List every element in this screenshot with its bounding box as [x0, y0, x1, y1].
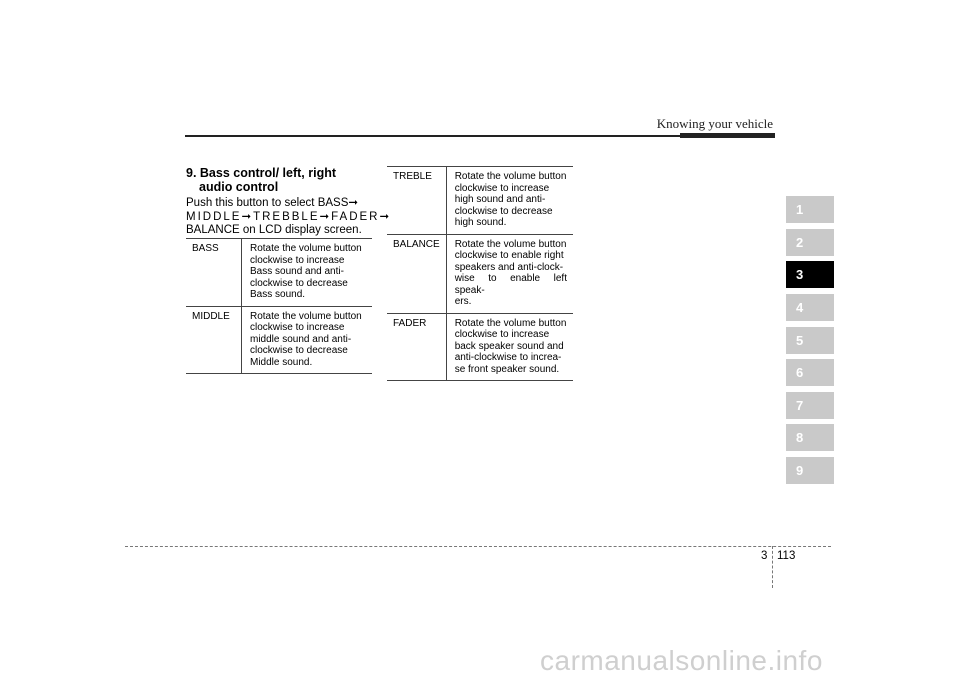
- control-term: TREBLE: [387, 167, 446, 235]
- chapter-tab-5[interactable]: 5: [786, 327, 834, 354]
- table-row: [387, 167, 573, 235]
- control-term: MIDDLE: [186, 306, 242, 374]
- controls-table-left: [186, 238, 372, 374]
- control-description: Rotate the volume button clockwise to increase high sound and anti- clockwise to decrease high sound.: [446, 167, 573, 235]
- control-description: Rotate the volume button clockwise to increase middle sound and anti- clockwise to decrease Middle sound.: [242, 306, 373, 374]
- chapter-tab-4[interactable]: 4: [786, 294, 834, 321]
- control-description: Rotate the volume button clockwise to increase back speaker sound and anti-clockwise to increa- se front speaker sound.: [446, 313, 573, 381]
- table-row: [387, 234, 573, 313]
- intro-line3: BALANCE on LCD display screen.: [186, 224, 362, 236]
- intro-line1: Push this button to select BASS➞: [186, 197, 359, 209]
- table-row: [186, 239, 372, 307]
- chapter-tab-1[interactable]: 1: [786, 196, 834, 223]
- chapter-tab-6[interactable]: 6: [786, 359, 834, 386]
- intro-paragraph: [186, 197, 392, 238]
- section-heading: [186, 166, 386, 194]
- section-heading-line2: audio control: [199, 180, 279, 194]
- table-row: [387, 313, 573, 381]
- footer-dashed-rule: [125, 546, 831, 547]
- header-title: Knowing your vehicle: [656, 116, 773, 131]
- footer-chapter-number: 3: [761, 550, 768, 562]
- chapter-tab-3[interactable]: 3: [786, 261, 834, 288]
- control-term: BALANCE: [387, 234, 446, 313]
- section-heading-line1: 9. Bass control/ left, right: [186, 166, 337, 180]
- chapter-tab-8[interactable]: 8: [786, 424, 834, 451]
- chapter-tab-9[interactable]: 9: [786, 457, 834, 484]
- controls-table-right: [387, 166, 573, 381]
- control-description: Rotate the volume button clockwise to increase Bass sound and anti- clockwise to decrease Bass sound.: [242, 239, 373, 307]
- chapter-tab-7[interactable]: 7: [786, 392, 834, 419]
- control-description: Rotate the volume button clockwise to enable right speakers and anti-clock- wise to enable left speak- ers.: [446, 234, 573, 313]
- table-row: [186, 306, 372, 374]
- watermark: carmanualsonline.info: [540, 645, 823, 676]
- footer-dashed-divider: [772, 546, 773, 588]
- header-rule-accent: [680, 133, 775, 138]
- chapter-tab-2[interactable]: 2: [786, 229, 834, 256]
- intro-line2: MIDDLE➞TREBBLE➞FADER➞: [186, 210, 392, 223]
- footer-page-number: 113: [777, 550, 796, 562]
- control-term: BASS: [186, 239, 242, 307]
- control-term: FADER: [387, 313, 446, 381]
